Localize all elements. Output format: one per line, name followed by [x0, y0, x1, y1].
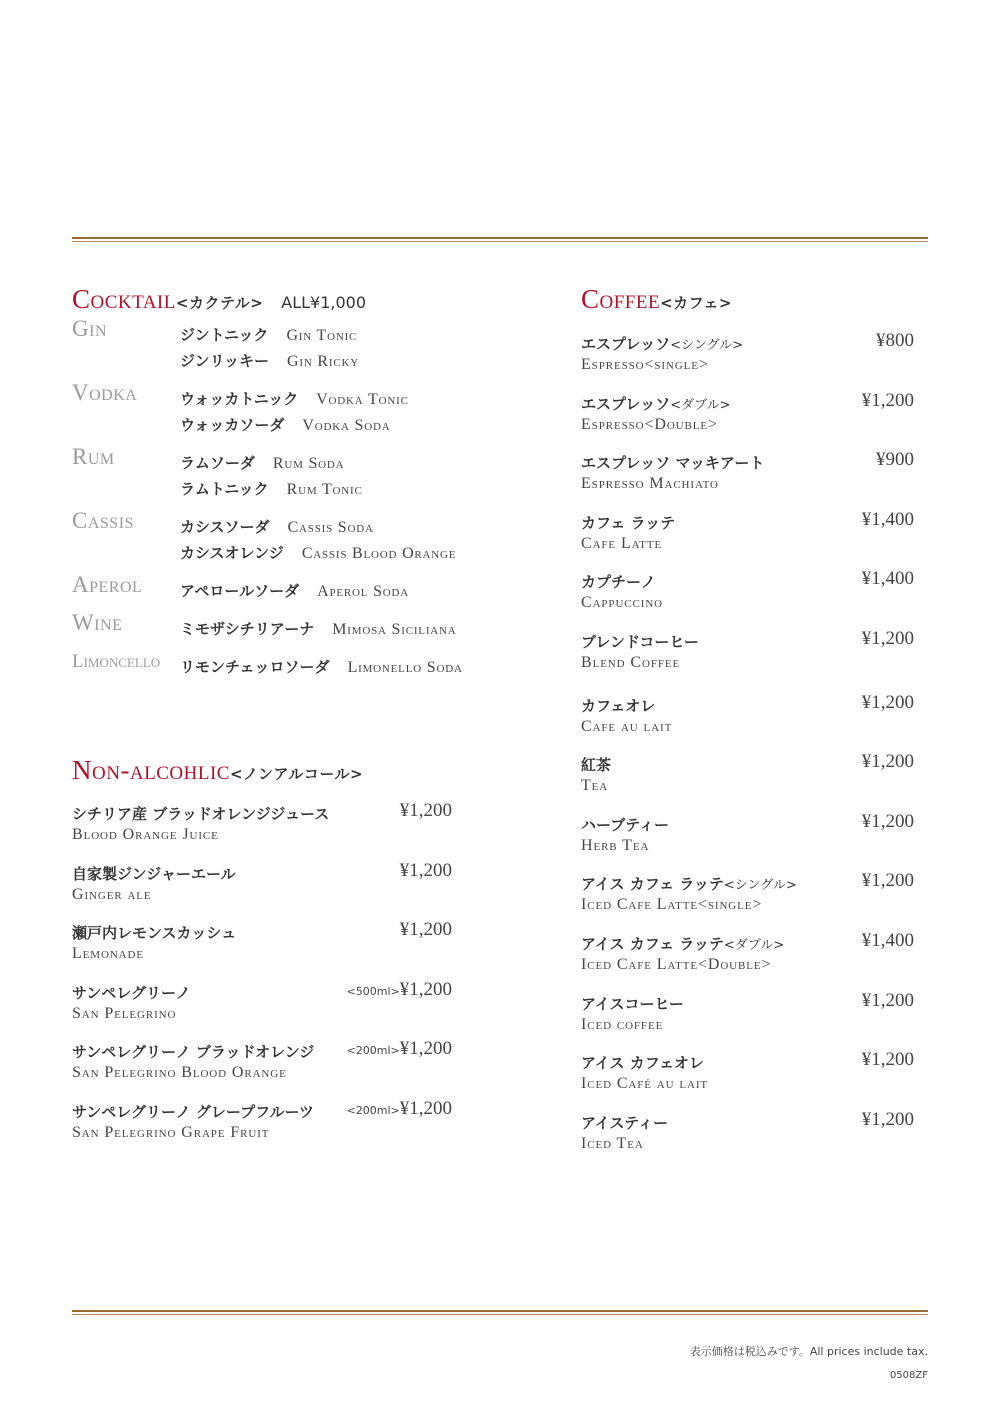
cocktail-item	[180, 386, 512, 412]
coffee-item	[581, 508, 914, 572]
coffee-item-price: ¥1,200	[861, 691, 914, 713]
coffee-item-jp-box	[581, 571, 656, 592]
cocktail-item-en: Vodka Tonic	[316, 391, 409, 408]
nonalc-item-price-box	[400, 860, 452, 882]
cocktail-item-en: Mimosa Siciliana	[332, 621, 457, 638]
coffee-item-jp: エスプレッソ マッキアート	[581, 454, 765, 473]
nonalc-item-price-box	[347, 1098, 452, 1120]
cocktail-group	[72, 380, 512, 438]
nonalc-item-price: ¥1,200	[399, 919, 452, 941]
coffee-heading	[581, 284, 732, 315]
coffee-item-en: Cafe Latte	[581, 534, 663, 552]
cocktail-heading	[72, 284, 366, 315]
coffee-item	[581, 989, 914, 1053]
menu-code: 0508ZF	[889, 1370, 928, 1381]
coffee-item	[581, 389, 914, 453]
cocktail-item-jp: ジントニック	[180, 326, 269, 344]
coffee-item-price: ¥1,200	[861, 389, 914, 411]
coffee-item-price: ¥900	[876, 449, 914, 471]
cocktail-item-en: Aperol Soda	[317, 583, 410, 600]
coffee-item-en: Espresso<single>	[581, 356, 709, 373]
coffee-item-jp-box	[581, 631, 699, 652]
cocktail-items	[180, 616, 512, 642]
coffee-item-price: ¥1,200	[861, 751, 914, 773]
coffee-item-jp: ブレンドコーヒー	[581, 632, 699, 651]
coffee-item-jp-box	[581, 814, 669, 835]
cocktail-item-jp: ミモザシチリアーナ	[180, 620, 315, 638]
coffee-list	[581, 330, 914, 1171]
coffee-item-price: ¥1,200	[861, 627, 914, 649]
cocktail-item-jp: リモンチェッロソーダ	[180, 658, 330, 676]
cocktail-item	[180, 322, 512, 348]
nonalc-item-en: Blood Orange Juice	[72, 826, 219, 843]
cocktail-group	[72, 610, 512, 642]
coffee-item-price: ¥1,200	[861, 1049, 914, 1071]
coffee-item-en: Iced coffee	[581, 1015, 664, 1033]
cocktail-item-jp: ラムソーダ	[180, 454, 255, 472]
coffee-item-jp-box	[581, 1112, 668, 1133]
coffee-item-en: Cafe au lait	[581, 717, 673, 735]
coffee-item	[581, 449, 914, 512]
coffee-item-en: Blend Coffee	[581, 653, 681, 671]
coffee-item-jp-size: <ダブル>	[670, 397, 731, 413]
nonalc-item-jp: サンペレグリーノ ブラッドオレンジ	[72, 1043, 315, 1062]
nonalc-item-price: ¥1,200	[399, 1097, 452, 1119]
cocktail-items	[180, 322, 512, 374]
nonalc-item-volume: <200ml>	[346, 1044, 400, 1058]
coffee-item-price: ¥1,200	[861, 810, 914, 832]
cocktail-items	[180, 578, 512, 604]
cocktail-group	[72, 444, 512, 502]
coffee-item-jp: アイス カフェ ラッテ	[581, 875, 724, 894]
nonalc-item-en: Lemonade	[72, 945, 144, 963]
coffee-item-en: Iced Cafe Latte<single>	[581, 896, 763, 914]
coffee-item-en: Cappuccino	[581, 594, 664, 612]
nonalc-item-price: ¥1,200	[399, 859, 452, 881]
coffee-item	[581, 627, 914, 691]
nonalc-item-price: ¥1,200	[399, 1038, 452, 1060]
nonalc-item-price: ¥1,200	[399, 800, 452, 821]
cocktail-item-jp: ウォッカソーダ	[180, 416, 285, 434]
coffee-item-jp-size: <シングル>	[670, 338, 744, 353]
coffee-item-jp-box	[581, 873, 797, 894]
cocktail-item	[180, 654, 512, 680]
nonalc-item-jp: 瀬戸内レモンスカッシュ	[72, 924, 237, 943]
cocktail-item-en: Cassis Soda	[287, 519, 374, 536]
nonalc-title-jp: <ノンアルコール>	[229, 765, 364, 783]
cocktail-group	[72, 572, 512, 604]
coffee-item-en: Tea	[581, 777, 609, 795]
cocktail-category: Vodka	[72, 380, 138, 405]
nonalc-item-en: Ginger ale	[72, 885, 152, 903]
nonalc-item	[72, 919, 452, 982]
coffee-item-price: ¥800	[876, 330, 914, 351]
coffee-item-en: Herb Tea	[581, 836, 650, 854]
coffee-item-jp-box	[581, 393, 731, 414]
nonalc-item	[72, 800, 452, 863]
cocktail-category: Limoncello	[72, 651, 161, 672]
coffee-item-jp: アイス カフェ ラッテ	[581, 934, 724, 953]
nonalc-item	[72, 978, 452, 1042]
coffee-item	[581, 1049, 914, 1112]
cocktail-items	[180, 514, 512, 566]
coffee-item-jp-box	[581, 512, 675, 533]
coffee-item-price: ¥1,400	[861, 929, 914, 951]
coffee-item	[581, 1108, 914, 1172]
cocktail-item-en: Gin Tonic	[286, 327, 358, 344]
tax-note: 表示価格は税込みです。All prices include tax.	[689, 1345, 928, 1358]
cocktail-list	[72, 316, 512, 692]
coffee-item-jp-box	[581, 1052, 704, 1073]
nonalc-item-en: San Pelegrino Grape Fruit	[72, 1123, 270, 1141]
coffee-item-jp: カフェ ラッテ	[581, 513, 676, 532]
cocktail-item	[180, 514, 512, 540]
nonalc-item-price: ¥1,200	[399, 978, 452, 1000]
cocktail-items	[180, 450, 512, 502]
cocktail-item-jp: ラムトニック	[180, 480, 269, 498]
cocktail-category: Cassis	[72, 508, 134, 533]
coffee-item-en: Iced Café au lait	[581, 1075, 709, 1093]
cocktail-item-jp: ウォッカトニック	[180, 390, 299, 408]
nonalc-item	[72, 859, 452, 923]
nonalc-title: Non-alcohlic	[72, 755, 230, 785]
coffee-item	[581, 751, 914, 814]
cocktail-item	[180, 348, 512, 374]
cocktail-item	[180, 540, 512, 566]
cocktail-title: Cocktail	[72, 284, 176, 314]
coffee-item	[581, 330, 914, 393]
coffee-item-jp: カフェオレ	[581, 696, 656, 715]
coffee-item-en: Espresso<Double>	[581, 415, 718, 433]
nonalc-item-volume: <500ml>	[346, 984, 400, 998]
coffee-item-en: Iced Tea	[581, 1134, 644, 1152]
cocktail-price-note: ALL¥1,000	[281, 293, 367, 312]
cocktail-item-jp: ジンリッキー	[180, 352, 270, 370]
cocktail-category: Aperol	[72, 572, 143, 597]
cocktail-item	[180, 616, 512, 642]
top-divider	[72, 237, 928, 243]
coffee-item-price: ¥1,400	[861, 568, 914, 590]
cocktail-item-jp: アペロールソーダ	[180, 582, 300, 600]
cocktail-items	[180, 386, 512, 438]
nonalc-item-jp: サンペレグリーノ	[72, 983, 191, 1002]
nonalc-heading	[72, 755, 363, 786]
coffee-item-jp: エスプレッソ	[581, 394, 671, 413]
coffee-item	[581, 870, 914, 933]
coffee-item-jp-box	[581, 933, 784, 954]
coffee-item-price: ¥1,400	[861, 508, 914, 530]
coffee-item-jp: エスプレッソ	[581, 335, 671, 353]
cocktail-item-en: Rum Tonic	[286, 481, 363, 498]
cocktail-group	[72, 316, 512, 374]
bottom-divider	[72, 1310, 928, 1316]
coffee-item	[581, 929, 914, 993]
nonalc-item-price-box	[347, 1038, 452, 1060]
cocktail-item	[180, 412, 512, 438]
coffee-item	[581, 691, 914, 755]
cocktail-group	[72, 508, 512, 566]
nonalc-item-jp: サンペレグリーノ グレープフルーツ	[72, 1102, 314, 1121]
coffee-item-jp-box	[581, 993, 684, 1014]
cocktail-category: Gin	[72, 316, 107, 341]
coffee-item-jp: アイスコーヒー	[581, 994, 684, 1013]
coffee-item	[581, 810, 914, 874]
coffee-item	[581, 568, 914, 631]
coffee-item-jp: アイスティー	[581, 1113, 669, 1132]
coffee-item-jp-size: <シングル>	[723, 878, 797, 894]
coffee-item-jp: 紅茶	[581, 756, 612, 775]
coffee-title: Coffee	[581, 284, 661, 314]
coffee-item-price: ¥1,200	[861, 989, 914, 1011]
nonalc-item-price-box	[400, 800, 452, 822]
nonalc-list	[72, 800, 452, 1161]
cocktail-item-en: Cassis Blood Orange	[301, 545, 457, 562]
coffee-item-jp-box	[581, 754, 611, 775]
cocktail-item-jp: カシスオレンジ	[180, 544, 284, 562]
cocktail-group	[72, 651, 512, 680]
cocktail-item-en: Rum Soda	[272, 455, 345, 472]
coffee-item-jp-size: <ダブル>	[723, 937, 785, 953]
coffee-item-en: Espresso Machiato	[581, 475, 719, 493]
cocktail-item	[180, 476, 512, 502]
nonalc-item-price-box	[400, 919, 452, 941]
nonalc-item	[72, 1097, 452, 1161]
cocktail-title-jp: <カクテル>	[175, 294, 264, 312]
nonalc-item-volume: <200ml>	[346, 1103, 400, 1117]
cocktail-item-en: Vodka Soda	[302, 417, 391, 434]
nonalc-item-jp: シチリア産 ブラッドオレンジジュース	[72, 805, 330, 823]
coffee-item-jp: ハーブティー	[581, 815, 670, 834]
cocktail-item-en: Limonello Soda	[347, 659, 463, 676]
coffee-item-jp-box	[581, 333, 743, 354]
cocktail-item-jp: カシスソーダ	[180, 518, 270, 536]
cocktail-items	[180, 654, 512, 680]
nonalc-item-jp: 自家製ジンジャーエール	[72, 864, 236, 883]
cocktail-item	[180, 450, 512, 476]
cocktail-category: Rum	[72, 444, 115, 469]
nonalc-item-price-box	[347, 979, 452, 1001]
cocktail-category: Wine	[72, 610, 123, 635]
coffee-item-en: Iced Cafe Latte<Double>	[581, 955, 772, 973]
coffee-item-jp: カプチーノ	[581, 573, 656, 592]
coffee-item-price: ¥1,200	[861, 1108, 914, 1130]
coffee-item-jp-box	[581, 452, 764, 473]
nonalc-item-en: San Pelegrino Blood Orange	[72, 1064, 287, 1082]
coffee-item-price: ¥1,200	[861, 870, 914, 892]
cocktail-item	[180, 578, 512, 604]
coffee-item-jp-box	[581, 695, 655, 716]
coffee-title-jp: <カフェ>	[660, 294, 732, 312]
coffee-item-jp: アイス カフェオレ	[581, 1054, 704, 1073]
nonalc-item-en: San Pelegrino	[72, 1004, 177, 1022]
nonalc-item	[72, 1038, 452, 1101]
cocktail-item-en: Gin Ricky	[287, 353, 359, 370]
